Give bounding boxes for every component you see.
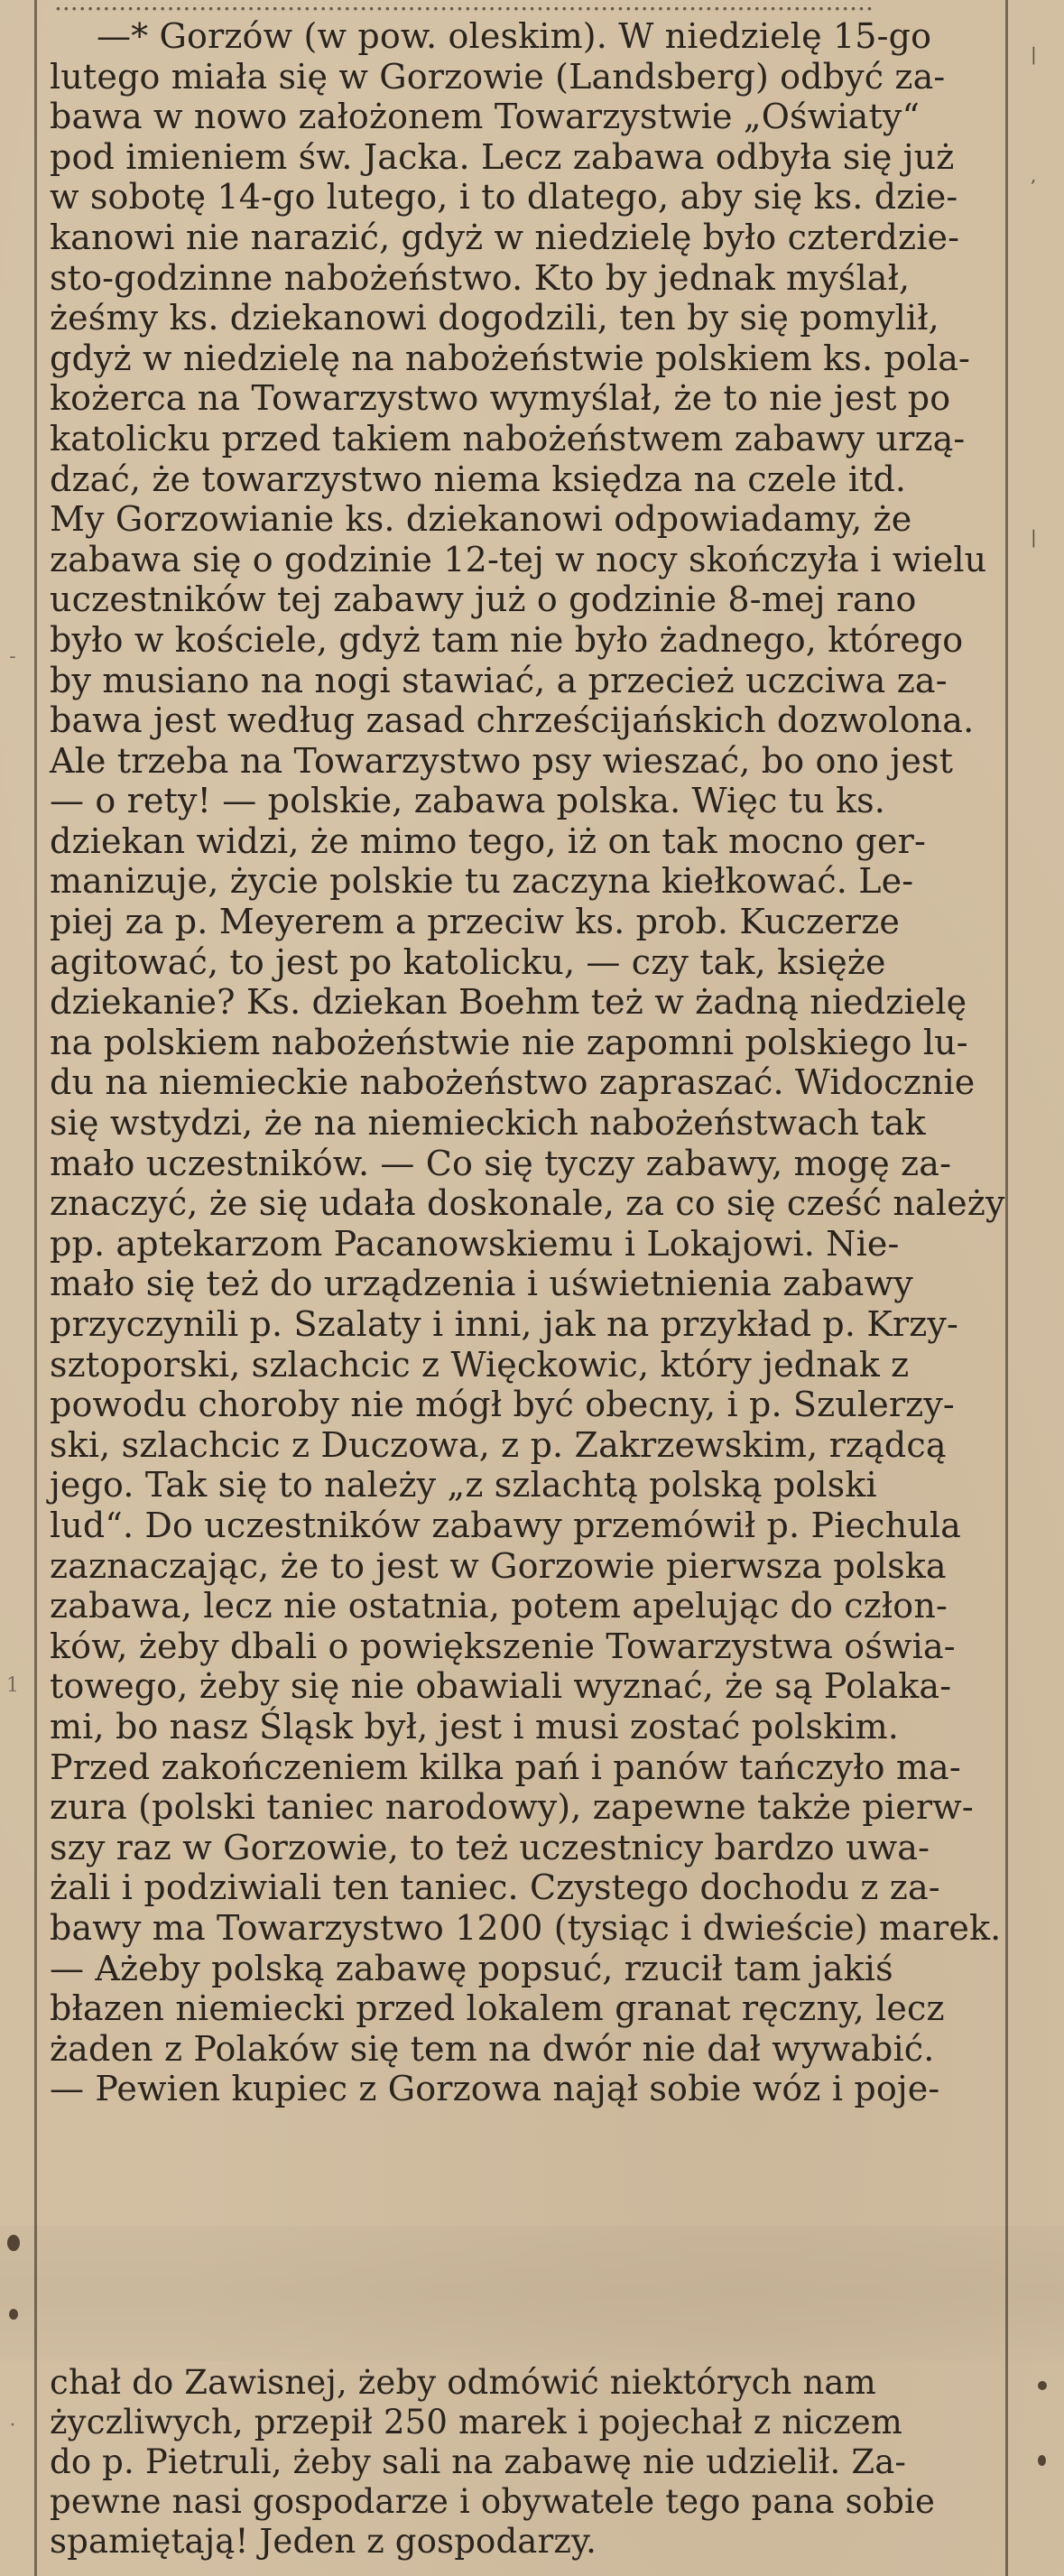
article-line: manizuje, życie polskie tu zaczyna kiełkować. Le- (50, 861, 914, 902)
article-line: zabawa, lecz nie ostatnia, potem apelując do człon- (50, 1586, 948, 1626)
right-margin-mark: | (1031, 526, 1037, 549)
article-main-block (50, 16, 1005, 2109)
right-margin-mark (1031, 396, 1058, 437)
article-line: zura (polski taniec narodowy), zapewne także pierw- (50, 1787, 974, 1828)
article-line: błazen niemiecki przed lokalem granat ręczny, lecz (50, 1988, 945, 2029)
left-margin-mark: · (9, 2414, 16, 2437)
article-line: spamiętają! Jeden z gospodarzy. (50, 2522, 597, 2561)
right-margin-mark (1031, 357, 1058, 397)
article-line: zabawa się o godzinie 12-tej w nocy skończyła i wielu (50, 539, 987, 579)
article-line: piej za p. Meyerem a przeciw ks. prob. Kuczerze (50, 902, 901, 942)
article-line: — Ażeby polską zabawę popsuć, rzucił tam jakiś (50, 1948, 893, 1988)
article-line: się wstydzi, że na niemieckich nabożeństwach tak (50, 1103, 926, 1144)
article-line: agitować, to jest po katolicku, — czy tak, księże (50, 941, 886, 982)
article-line: zaznaczając, że to jest w Gorzowie pierwsza polska (50, 1545, 947, 1586)
article-line: bawy ma Towarzystwo 1200 (tysiąc i dwieście) marek. (50, 1907, 1002, 1948)
article-line: Przed zakończeniem kilka pań i panów tańczyło ma- (50, 1747, 961, 1787)
right-margin-mark (1031, 236, 1058, 276)
article-line: dzać, że towarzystwo niema księdza na czele itd. (50, 459, 907, 499)
article-line: mało się też do urządzenia i uświetnienia zabawy (50, 1264, 913, 1304)
right-margin-mark (1031, 477, 1058, 518)
article-line: sztoporski, szlachcic z Więckowic, który jednak z (50, 1344, 910, 1385)
right-margin-mark (1031, 316, 1058, 357)
article-line: powodu choroby nie mógł być obecny, i p. Szulerzy- (50, 1385, 955, 1425)
ink-stain (7, 2235, 20, 2251)
article-continuation-block (50, 2363, 997, 2562)
left-margin-mark: 1 (6, 1674, 19, 1697)
article-line: bawa w nowo założonem Towarzystwie „Oświaty“ (50, 97, 921, 137)
article-line: My Gorzowianie ks. dziekanowi odpowiadamy, że (50, 499, 912, 540)
right-margin-mark (1031, 276, 1058, 317)
article-line: kanowi nie narazić, gdyż w niedzielę było czterdzie- (50, 217, 960, 257)
right-margin-mark (1031, 195, 1058, 236)
article-line: pod imieniem św. Jacka. Lecz zabawa odbyła się już (50, 136, 955, 177)
right-margin-mark: | (1031, 43, 1037, 65)
article-line: jego. Tak się to należy „z szlachtą polską polski (50, 1465, 877, 1506)
article-line: kożerca na Towarzystwo wymyślał, że to nie jest po (50, 378, 951, 419)
article-line: katolicku przed takiem nabożeństwem zabawy urzą- (50, 418, 966, 459)
article-line: dziekanie? Ks. dziekan Boehm też w żadną niedzielę (50, 982, 967, 1023)
article-line: — o rety! — polskie, zabawa polska. Więc tu ks. (50, 781, 886, 821)
right-margin-mark (1031, 437, 1058, 477)
article-line: uczestników tej zabawy już o godzinie 8-mej rano (50, 579, 917, 620)
article-line: szy raz w Gorzowie, to też uczestnicy bardzo uwa- (50, 1827, 930, 1867)
page-gap-band (0, 2226, 1064, 2361)
left-column-rule (34, 0, 37, 2576)
article-line: dziekan widzi, że mimo tego, iż on tak mocno ger- (50, 820, 926, 861)
article-line: lud“. Do uczestników zabawy przemówił p. Piechula (50, 1505, 961, 1545)
left-margin-mark: - (9, 645, 16, 668)
right-column-rule (1005, 0, 1008, 2576)
article-line: mi, bo nasz Śląsk był, jest i musi zostać polskim. (50, 1706, 900, 1747)
right-margin-mark: , (1031, 163, 1037, 186)
article-line: ski, szlachcic z Duczowa, z p. Zakrzewskim, rządcą (50, 1424, 947, 1465)
ink-stain (9, 2309, 18, 2320)
article-line: pewne nasi gospodarze i obywatele tego pana sobie (50, 2482, 936, 2521)
article-line: żeśmy ks. dziekanowi dogodzili, ten by się pomylił, (50, 298, 939, 338)
right-margin-mark (1031, 75, 1058, 116)
article-line: w sobotę 14-go lutego, i to dlatego, aby się ks. dzie- (50, 177, 958, 218)
article-line: znaczyć, że się udała doskonale, za co się cześć należy (50, 1183, 1005, 1224)
cut-off-top-fragment (54, 0, 993, 7)
article-line: żaden z Polaków się tem na dwór nie dał wywabić. (50, 2028, 935, 2069)
article-line: na polskiem nabożeństwie nie zapomni polskiego lu- (50, 1022, 968, 1062)
ink-stain (1038, 2381, 1047, 2390)
article-line: —* Gorzów (w pow. oleskim). W niedzielę 15-go (97, 16, 932, 56)
right-margin-mark (1031, 115, 1058, 155)
article-line: Ale trzeba na Towarzystwo psy wieszać, bo ono jest (50, 740, 954, 781)
article-line: pp. aptekarzom Pacanowskiemu i Lokajowi. Nie- (50, 1223, 900, 1264)
article-line: by musiano na nogi stawiać, a przecież uczciwa za- (50, 660, 948, 700)
article-line: — Pewien kupiec z Gorzowa najął sobie wóz i poje- (50, 2069, 940, 2109)
article-line: przyczynili p. Szalaty i inni, jak na przykład p. Krzy- (50, 1304, 958, 1344)
article-line: było w kościele, gdyż tam nie było żadnego, którego (50, 619, 964, 660)
article-line: chał do Zawisnej, żeby odmówić niektórych nam (50, 2363, 876, 2402)
article-line: żali i podziwiali ten taniec. Czystego dochodu z za- (50, 1867, 940, 1908)
article-line: towego, żeby się nie obawiali wyznać, że są Polaka- (50, 1666, 952, 1707)
article-line: do p. Pietruli, żeby sali na zabawę nie udzielił. Za- (50, 2442, 907, 2481)
article-line: gdyż w niedzielę na nabożeństwie polskiem ks. pola- (50, 338, 971, 378)
ink-stain (1038, 2455, 1046, 2466)
article-line: du na niemieckie nabożeństwo zapraszać. Widocznie (50, 1062, 976, 1103)
article-line: bawa jest według zasad chrześcijańskich dozwolona. (50, 700, 975, 741)
article-line: sto-godzinne nabożeństwo. Kto by jednak myślał, (50, 257, 911, 298)
article-line: lutego miała się w Gorzowie (Landsberg) odbyć za- (50, 56, 946, 97)
article-line: życzliwych, przepił 250 marek i pojechał z niczem (50, 2403, 903, 2442)
article-line: ków, żeby dbali o powiększenie Towarzystwa oświa- (50, 1626, 956, 1666)
right-margin-marks (1031, 34, 1058, 2219)
article-line: mało uczestników. — Co się tyczy zabawy, mogę za- (50, 1143, 952, 1183)
